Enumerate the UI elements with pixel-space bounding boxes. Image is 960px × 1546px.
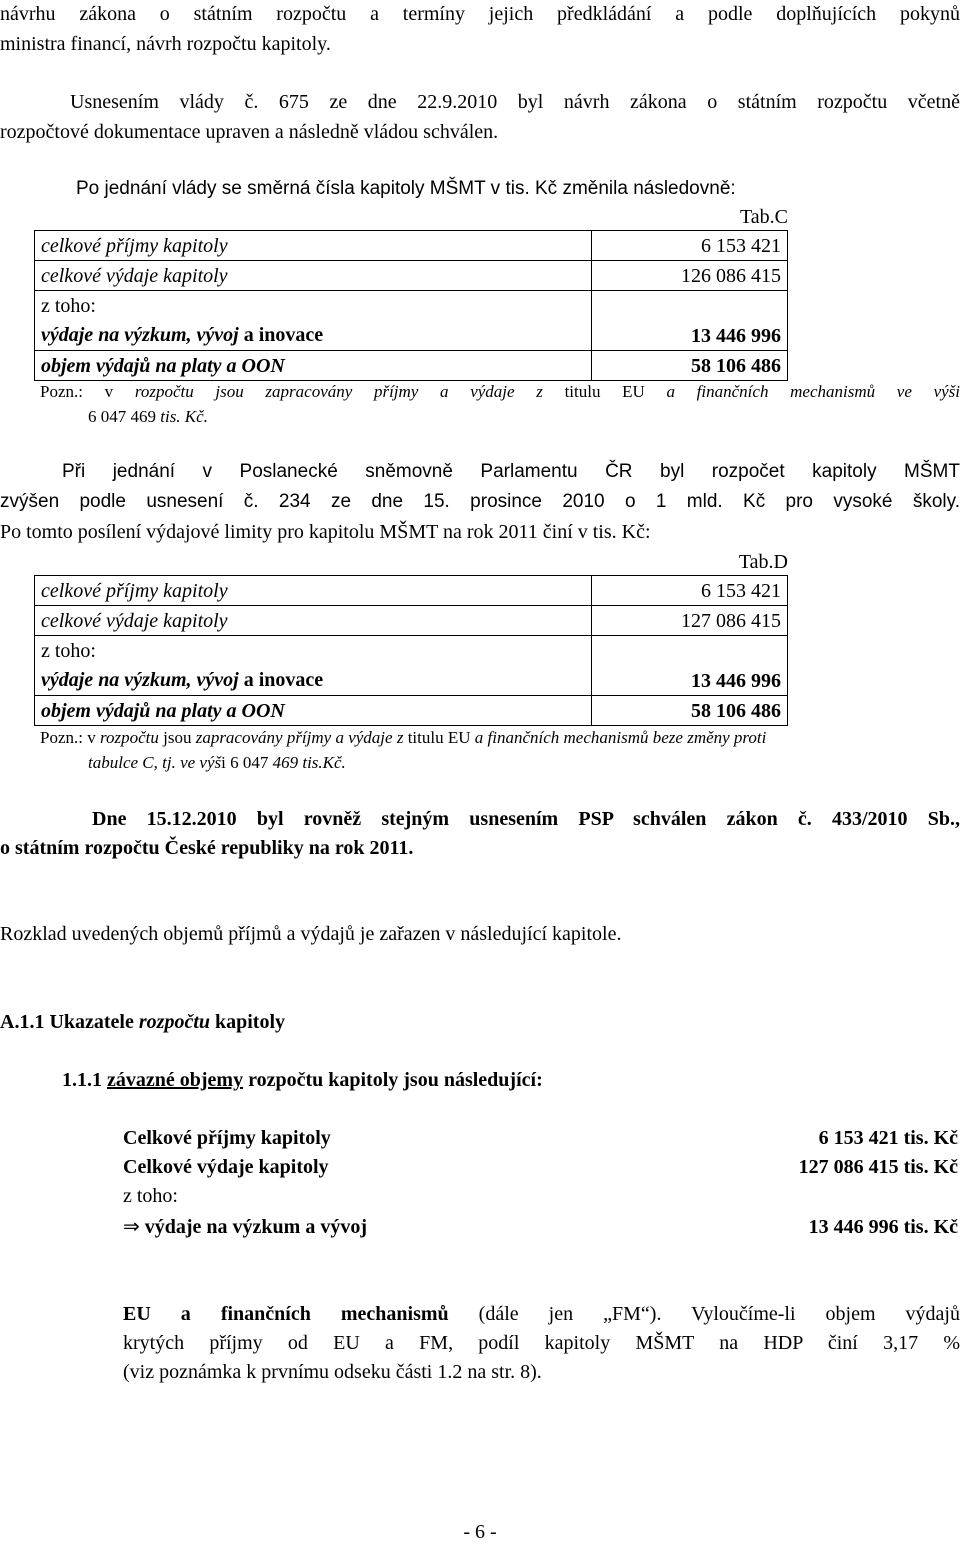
table-c-vyzkum-value: 13 446 996 [592, 291, 788, 351]
table-row [35, 291, 788, 351]
table-c-tag: Tab.C [700, 203, 788, 231]
summary-vyzkum-label: výdaje na výzkum a vývoj [145, 1216, 367, 1238]
table-d-vyzkum-label-italic: výdaje na výzkum, vývoj [41, 669, 239, 691]
table-d-vyzkum-value: 13 446 996 [592, 636, 788, 696]
para-hdp-line2-plain: (dále jen „FM“). Vyloučíme-li objem výdajů [449, 1303, 960, 1325]
table-d-note-italic-1: rozpočtu [100, 728, 159, 747]
para-rozklad: Rozklad uvedených objemů příjmů a výdajů je zařazen v následující kapitole. [0, 920, 621, 948]
table-c-note-line-1 [40, 380, 960, 404]
table-c-note-italic-1: rozpočtu jsou zapracovány příjmy a výdaje z [135, 382, 543, 401]
table-c-vyzkum-label-plain: a inovace [239, 324, 323, 346]
summary-vydaje-value: 127 086 415 tis. Kč [660, 1153, 958, 1181]
table-d-note-line-2 [88, 751, 346, 775]
table-row [35, 696, 788, 726]
table-d-vyzkum-label [35, 636, 592, 696]
table-c-prijmy-label: celkové příjmy kapitoly [35, 231, 592, 261]
table-c-note-prefix: Pozn.: v [40, 382, 135, 401]
table-c-prijmy-value: 6 153 421 [592, 231, 788, 261]
table-d-ztoho-label: z toho: [41, 637, 585, 666]
table-d-note-line2-plain: i 6 047 [221, 753, 272, 772]
summary-vydaje-label: Celkové výdaje kapitoly [123, 1153, 329, 1181]
table-row [35, 606, 788, 636]
para-poslanecka-line-3: Po tomto posílení výdajové limity pro kapitolu MŠMT na rok 2011 činí v tis. Kč: [0, 518, 651, 546]
table-row [35, 261, 788, 291]
table-d-prijmy-value: 6 153 421 [592, 576, 788, 606]
table-d-note-line2-italic-2: 469 tis.Kč. [273, 753, 346, 772]
table-d-note-italic-2: zapracovány příjmy a výdaje z [196, 728, 404, 747]
table-d-note-prefix: Pozn.: v [40, 728, 100, 747]
table-c-platy-value: 58 106 486 [592, 351, 788, 381]
heading-a111-text-1: Ukazatele [44, 1011, 138, 1033]
heading-111-rest: rozpočtu kapitoly jsou následující: [243, 1069, 543, 1091]
table-d-tag: Tab.D [700, 548, 788, 576]
summary-ztoho-label: z toho: [123, 1182, 178, 1210]
table-d-vydaje-label: celkové výdaje kapitoly [35, 606, 592, 636]
table-d-platy-label: objem výdajů na platy a OON [35, 696, 592, 726]
table-c [34, 230, 788, 381]
intro-line-2: ministra financí, návrh rozpočtu kapitoly. [0, 30, 331, 58]
table-c-vyzkum-label-italic: výdaje na výzkum, vývoj [41, 324, 239, 346]
para-hdp-line2-bold: EU a finančních mechanismů [123, 1303, 449, 1325]
table-c-platy-label: objem výdajů na platy a OON [35, 351, 592, 381]
table-d [34, 575, 788, 726]
heading-111-underlined: závazné objemy [107, 1069, 243, 1091]
arrow-right-icon: ⇒ [123, 1216, 140, 1238]
table-d-note-italic-3: a finančních mechanismů beze změny proti [475, 728, 767, 747]
para-usneseni-line-1: Usnesením vlády č. 675 ze dne 22.9.2010 byl návrh zákona o státním rozpočtu včetně [70, 88, 960, 116]
heading-a111-text-2: kapitoly [210, 1011, 285, 1033]
table-c-note-line2-italic: tis. Kč. [160, 407, 208, 426]
summary-vyzkum-row [123, 1213, 367, 1241]
para-poslanecka-line-2: zvýšen podle usnesení č. 234 ze dne 15. prosince 2010 o 1 mld. Kč pro vysoké školy. [0, 488, 960, 516]
heading-111 [62, 1066, 543, 1094]
table-c-note-line-2 [88, 405, 208, 429]
intro-line-1: návrhu zákona o státním rozpočtu a termíny jejich předkládání a podle doplňujících pokynů [0, 0, 960, 28]
table-c-vyzkum-label [35, 291, 592, 351]
para-usneseni-line-2: rozpočtové dokumentace upraven a následně vládou schválen. [0, 118, 498, 146]
summary-prijmy-label: Celkové příjmy kapitoly [123, 1124, 331, 1152]
heading-a111-number: A.1.1 [0, 1011, 44, 1033]
table-row [35, 351, 788, 381]
table-c-note-line2-plain: 6 047 469 [88, 407, 160, 426]
summary-prijmy-value: 6 153 421 tis. Kč [660, 1124, 958, 1152]
heading-111-number: 1.1.1 [62, 1069, 102, 1091]
table-c-vydaje-label: celkové výdaje kapitoly [35, 261, 592, 291]
table-d-prijmy-label: celkové příjmy kapitoly [35, 576, 592, 606]
para-hdp-line-3: krytých příjmy od EU a FM, podíl kapitoly MŠMT na HDP činí 3,17 % [123, 1329, 960, 1357]
table-row [35, 576, 788, 606]
summary-vyzkum-value: 13 446 996 tis. Kč [660, 1213, 958, 1241]
table-d-note-line-1 [40, 726, 766, 750]
page-number: - 6 - [0, 1518, 960, 1546]
para-jednani: Po jednání vlády se směrná čísla kapitoly MŠMT v tis. Kč změnila následovně: [76, 175, 736, 203]
table-c-ztoho-label: z toho: [41, 292, 585, 321]
heading-a111 [0, 1008, 285, 1036]
table-row [35, 636, 788, 696]
table-d-note-plain-2: titulu EU [403, 728, 474, 747]
heading-a111-italic: rozpočtu [139, 1011, 210, 1033]
table-row [35, 231, 788, 261]
table-d-note-line2-italic-1: tabulce C, tj. ve výš [88, 753, 221, 772]
table-d-platy-value: 58 106 486 [592, 696, 788, 726]
table-d-vyzkum-label-plain: a inovace [239, 669, 323, 691]
table-d-note-plain-1: jsou [159, 728, 196, 747]
table-c-note-plain-1: titulu EU [543, 382, 667, 401]
table-d-vydaje-value: 127 086 415 [592, 606, 788, 636]
para-hdp-line-2 [123, 1300, 960, 1328]
para-poslanecka-line-1: Při jednání v Poslanecké sněmovně Parlamentu ČR byl rozpočet kapitoly MŠMT [62, 458, 960, 486]
table-c-note-italic-2: a finančních mechanismů ve výši [667, 382, 960, 401]
table-c-vydaje-value: 126 086 415 [592, 261, 788, 291]
para-dne-line-1: Dne 15.12.2010 byl rovněž stejným usnesením PSP schválen zákon č. 433/2010 Sb., [92, 805, 960, 833]
para-dne-line-2: o státním rozpočtu České republiky na rok 2011. [0, 834, 413, 862]
para-hdp-line-4: (viz poznámka k prvnímu odseku části 1.2 na str. 8). [123, 1358, 542, 1386]
